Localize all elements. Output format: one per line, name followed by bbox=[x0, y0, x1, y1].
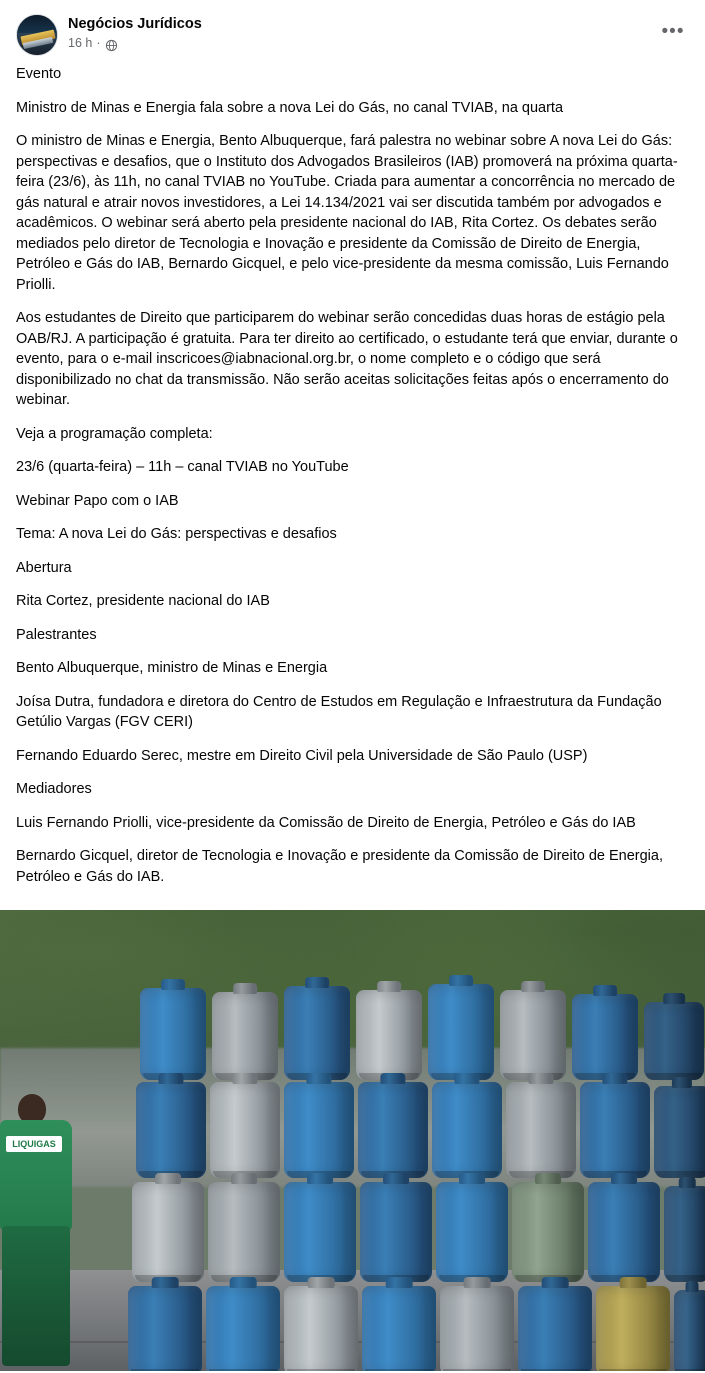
post-image-container[interactable] bbox=[0, 910, 705, 1371]
worker-figure bbox=[0, 1094, 78, 1371]
gas-cylinder bbox=[440, 1286, 514, 1371]
avatar[interactable] bbox=[16, 14, 58, 56]
more-options-button[interactable]: ••• bbox=[661, 21, 685, 42]
page-name[interactable]: Negócios Jurídicos bbox=[68, 16, 202, 32]
gas-cylinder bbox=[596, 1286, 670, 1371]
globe-icon bbox=[105, 39, 118, 52]
gas-cylinder bbox=[356, 990, 422, 1080]
post-paragraph-4: Veja a programação completa: bbox=[16, 425, 213, 442]
gas-cylinder bbox=[208, 1182, 280, 1282]
gas-cylinder bbox=[128, 1286, 202, 1371]
post-paragraph-0: Evento bbox=[16, 66, 62, 82]
worker-uniform-logo: LIQUIGAS bbox=[6, 1136, 62, 1152]
gas-cylinder bbox=[358, 1082, 428, 1178]
post-paragraph-2: O ministro de Minas e Energia, Bento Albuquerque, fará palestra no webinar sobre A nova Lei do Gás: perspectivas e desafios, que o Instituto dos Advogados Brasileiros (IAB) promoverá na próxima quarta-feira (23/6), às 11h, no canal TVIAB no YouTube. Criada para aumentar a concorrência no mercado de gás natural e atrair novos investidores, a Lei 14.134/2021 vai ser discutida também por advogados e acadêmicos. O webinar será aberto pela presidente nacional do IAB, Rita Cortez. Os debates serão mediados pelo diretor de Tecnologia e Inovação e presidente da Comissão de Direito de Energia, Petróleo e Gás do IAB, Bernardo Gicquel, e pelo vice-presidente da mesma comissão, Luis Fernando Priolli. bbox=[16, 133, 678, 293]
gas-cylinder bbox=[428, 984, 494, 1080]
gas-cylinder bbox=[588, 1182, 660, 1282]
gas-cylinder bbox=[654, 1086, 705, 1178]
post-paragraph-10: Palestrantes bbox=[16, 626, 97, 643]
post-paragraph-13: Fernando Eduardo Serec, mestre em Direito Civil pela Universidade de São Paulo (USP) bbox=[16, 747, 588, 764]
post-paragraph-16: Bernardo Gicquel, diretor de Tecnologia e Inovação e presidente da Comissão de Direito de Energia, Petróleo e Gás do IAB. bbox=[16, 848, 663, 885]
post-header-text bbox=[68, 14, 657, 51]
gas-cylinder bbox=[136, 1082, 206, 1178]
post-timestamp[interactable]: 16 h bbox=[68, 36, 93, 50]
gas-cylinder bbox=[210, 1082, 280, 1178]
gas-cylinder bbox=[512, 1182, 584, 1282]
gas-cylinder bbox=[360, 1182, 432, 1282]
gas-cylinder bbox=[644, 1002, 704, 1080]
gas-cylinder bbox=[436, 1182, 508, 1282]
post-header bbox=[0, 0, 705, 62]
gas-cylinder bbox=[362, 1286, 436, 1371]
post-paragraph-3: Aos estudantes de Direito que participarem do webinar serão concedidas duas horas de estágio pela OAB/RJ. A participação é gratuita. Para ter direito ao certificado, o estudante terá que enviar, durante o evento, para o e-mail inscricoes@iabnacional.org.br, o nome completo e o código que será disponibilizado no chat da transmissão. Não serão aceitas solicitações feitas após o encerramento do webinar. bbox=[16, 310, 678, 408]
post-paragraph-14: Mediadores bbox=[16, 781, 92, 797]
gas-cylinder bbox=[674, 1290, 705, 1371]
post-photo[interactable] bbox=[0, 910, 705, 1371]
gas-cylinder bbox=[572, 994, 638, 1080]
gas-cylinder bbox=[140, 988, 206, 1080]
gas-cylinder bbox=[500, 990, 566, 1080]
post-paragraph-6: Webinar Papo com o IAB bbox=[16, 492, 179, 509]
gas-cylinder bbox=[506, 1082, 576, 1178]
gas-cylinder bbox=[664, 1186, 705, 1282]
gas-cylinder bbox=[212, 992, 278, 1080]
gas-cylinder bbox=[518, 1286, 592, 1371]
post-paragraph-9: Rita Cortez, presidente nacional do IAB bbox=[16, 593, 270, 609]
post-paragraph-7: Tema: A nova Lei do Gás: perspectivas e desafios bbox=[16, 526, 337, 542]
gas-cylinder bbox=[284, 1182, 356, 1282]
post-paragraph-1: Ministro de Minas e Energia fala sobre a nova Lei do Gás, no canal TVIAB, na quarta bbox=[16, 99, 564, 116]
post-paragraph-11: Bento Albuquerque, ministro de Minas e Energia bbox=[16, 660, 328, 676]
post-paragraph-5: 23/6 (quarta-feira) – 11h – canal TVIAB no YouTube bbox=[16, 459, 349, 475]
gas-cylinder bbox=[284, 1082, 354, 1178]
post-body bbox=[0, 62, 705, 910]
worker-pants bbox=[2, 1226, 70, 1366]
post-meta bbox=[68, 35, 657, 51]
post-paragraph-15: Luis Fernando Priolli, vice-presidente da Comissão de Direito de Energia, Petróleo e Gás do IAB bbox=[16, 814, 636, 831]
gas-cylinder bbox=[284, 1286, 358, 1371]
gas-cylinder bbox=[284, 986, 350, 1080]
meta-separator: · bbox=[96, 36, 101, 50]
gas-cylinder bbox=[132, 1182, 204, 1282]
gas-cylinder bbox=[206, 1286, 280, 1371]
post-paragraph-12: Joísa Dutra, fundadora e diretora do Centro de Estudos em Regulação e Infraestrutura da Fundação Getúlio Vargas (FGV CERI) bbox=[16, 693, 662, 730]
gas-cylinder bbox=[580, 1082, 650, 1178]
post-paragraph-8: Abertura bbox=[16, 559, 72, 576]
gas-cylinder bbox=[432, 1082, 502, 1178]
